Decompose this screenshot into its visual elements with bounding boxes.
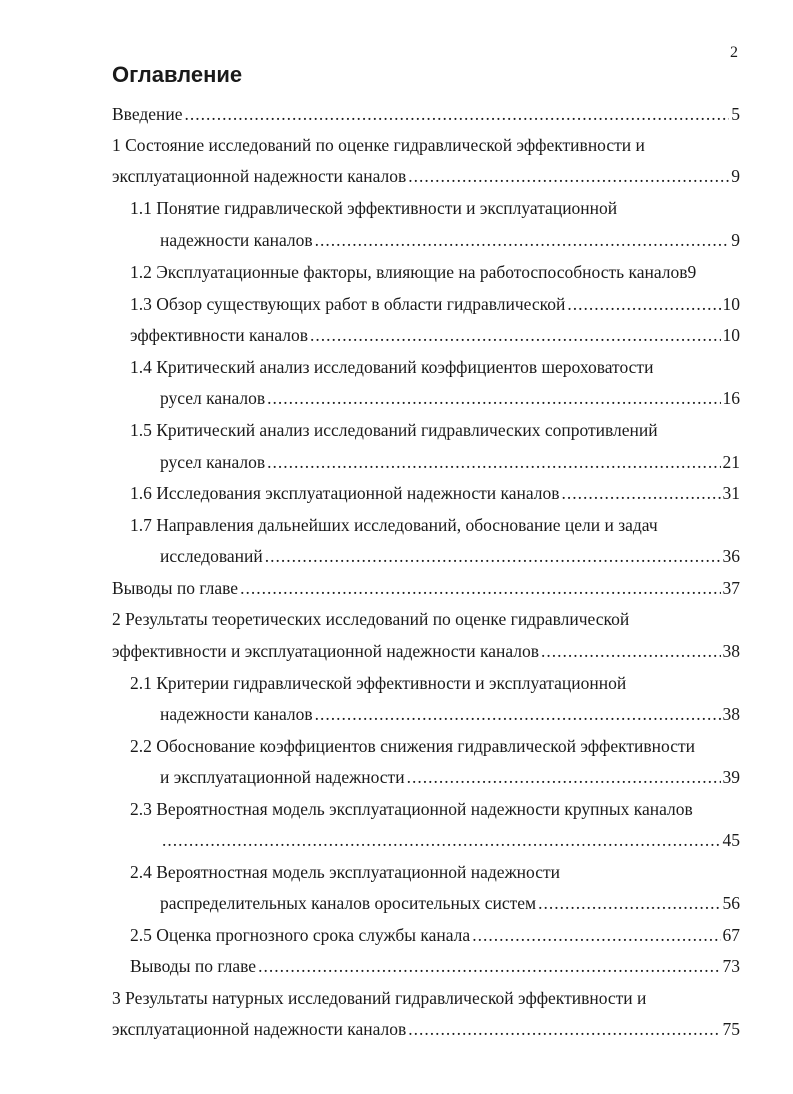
toc-leader-dots — [567, 292, 720, 316]
toc-entry-page: 45 — [722, 830, 740, 850]
toc-leader-dots — [258, 954, 720, 978]
toc-leader-dots — [267, 386, 720, 410]
toc-entry-label: 2.2 Обоснование коэффициентов снижения гидравлической эффективности — [130, 736, 696, 756]
toc-entry-1-5[interactable] — [160, 450, 740, 474]
toc-entry-label: эксплуатационной надежности каналов — [112, 1019, 407, 1039]
toc-entry-1-3-continued[interactable] — [130, 323, 740, 347]
toc-entry-page: 9 — [731, 166, 740, 186]
toc-leader-dots — [562, 481, 721, 505]
toc-entry-label: 3 Результаты натурных исследований гидравлической эффективности и — [112, 988, 647, 1008]
toc-entry-page: 5 — [731, 104, 740, 124]
toc-entry-label: исследований — [160, 546, 263, 566]
toc-leader-dots — [408, 1017, 720, 1041]
toc-entry-page: 38 — [722, 641, 740, 661]
toc-entry-label: 2.4 Вероятностная модель эксплуатационной надежности — [130, 862, 560, 882]
toc-entry-1-1[interactable] — [160, 228, 740, 252]
toc-entry-1-4[interactable] — [160, 386, 740, 410]
toc-entry-label: 1.4 Критический анализ исследований коэффициентов шероховатости — [130, 357, 654, 377]
toc-leader-dots — [162, 828, 721, 852]
toc-entry-label: 1.1 Понятие гидравлической эффективности и эксплуатационной — [130, 198, 618, 218]
toc-entry-chapter-1-line-1[interactable] — [112, 133, 645, 157]
toc-entry-label: надежности каналов — [160, 704, 313, 724]
toc-entry-label: распределительных каналов оросительных систем — [160, 893, 537, 913]
toc-entry-label: 2.1 Критерии гидравлической эффективности и эксплуатационной — [130, 673, 627, 693]
toc-entry-page: 39 — [722, 767, 740, 787]
toc-entry-page: 31 — [722, 483, 740, 503]
toc-entry-2-2-line-1[interactable] — [130, 734, 695, 758]
toc-entry-page: 75 — [722, 1019, 740, 1039]
toc-entry-label: надежности каналов — [160, 230, 313, 250]
page-number: 2 — [730, 44, 738, 61]
toc-entry-page: 16 — [722, 388, 740, 408]
toc-entry-label: и эксплуатационной надежности — [160, 767, 405, 787]
toc-entry-page: 9 — [687, 262, 697, 282]
toc-entry-1-2[interactable] — [130, 260, 740, 284]
toc-entry-label: 2.3 Вероятностная модель эксплуатационной надежности крупных каналов — [130, 799, 693, 819]
toc-entry-label: 1 Состояние исследований по оценке гидравлической эффективности и — [112, 135, 645, 155]
toc-entry-1-3[interactable] — [130, 292, 740, 316]
toc-entry-page: 36 — [722, 546, 740, 566]
toc-leader-dots — [265, 544, 721, 568]
toc-entry-chapter-3-line-1[interactable] — [112, 986, 646, 1010]
toc-entry-1-7-line-1[interactable] — [130, 513, 658, 537]
toc-entry-2-1[interactable] — [160, 702, 740, 726]
toc-title: Оглавление — [112, 62, 243, 87]
toc-leader-dots — [541, 639, 721, 663]
toc-entry-label: 1.5 Критический анализ исследований гидравлических сопротивлений — [130, 420, 658, 440]
toc-entry-page: 67 — [722, 925, 740, 945]
toc-entry-chapter-2-line-1[interactable] — [112, 607, 629, 631]
toc-entry-page: 37 — [722, 578, 740, 598]
toc-entry-label: Введение — [112, 104, 183, 124]
toc-entry-2-2[interactable] — [160, 765, 740, 789]
toc-entry-2-4[interactable] — [160, 891, 740, 915]
toc-entry-1-6[interactable] — [130, 481, 740, 505]
toc-entry-2-3-line-1[interactable] — [130, 797, 693, 821]
toc-leader-dots — [472, 923, 720, 947]
toc-entry-label: 2 Результаты теоретических исследований по оценке гидравлической — [112, 609, 630, 629]
toc-leader-dots — [240, 576, 720, 600]
toc-entry-label: 1.2 Эксплуатационные факторы, влияющие на работоспособность каналов — [130, 262, 688, 282]
toc-entry-2-4-line-1[interactable] — [130, 860, 560, 884]
toc-leader-dots — [538, 891, 720, 915]
toc-entry-label: Выводы по главе — [130, 956, 257, 976]
toc-entry-2-1-line-1[interactable] — [130, 671, 626, 695]
toc-entry-page: 38 — [722, 704, 740, 724]
toc-entry-chapter-2-conclusions[interactable] — [130, 954, 740, 978]
toc-entry-1-4-line-1[interactable] — [130, 355, 653, 379]
toc-leader-dots — [310, 323, 720, 347]
toc-entry-chapter-1-conclusions[interactable] — [112, 576, 740, 600]
toc-entry-2-3[interactable] — [160, 828, 740, 852]
toc-entry-label: 1.6 Исследования эксплуатационной надежности каналов — [130, 483, 560, 503]
toc-entry-1-5-line-1[interactable] — [130, 418, 658, 442]
toc-entry-label: русел каналов — [160, 388, 266, 408]
toc-entry-label: эффективности и эксплуатационной надежности каналов — [112, 641, 539, 661]
toc-entry-label: русел каналов — [160, 452, 266, 472]
toc-leader-dots — [315, 702, 721, 726]
toc-leader-dots — [407, 765, 721, 789]
toc-entry-page: 9 — [731, 230, 740, 250]
toc-entry-page: 21 — [722, 452, 740, 472]
toc-entry-label: 1.7 Направления дальнейших исследований, обоснование цели и задач — [130, 515, 658, 535]
toc-leader-dots — [267, 450, 720, 474]
toc-entry-chapter-2[interactable] — [112, 639, 740, 663]
toc-leader-dots — [408, 164, 729, 188]
toc-entry-page: 10 — [722, 325, 740, 345]
toc-entry-introduction[interactable] — [112, 102, 740, 126]
toc-entry-page: 73 — [722, 956, 740, 976]
toc-entry-page: 10 — [722, 294, 740, 314]
toc-leader-dots — [185, 102, 730, 126]
toc-entry-page: 56 — [722, 893, 740, 913]
toc-entry-label: 1.3 Обзор существующих работ в области гидравлической — [130, 294, 566, 314]
toc-entry-chapter-1[interactable] — [112, 164, 740, 188]
toc-entry-2-5[interactable] — [130, 923, 740, 947]
toc-entry-label: эксплуатационной надежности каналов — [112, 166, 407, 186]
toc-leader-dots — [315, 228, 730, 252]
toc-entry-label: 2.5 Оценка прогнозного срока службы канала — [130, 925, 471, 945]
toc-entry-chapter-3[interactable] — [112, 1017, 740, 1041]
toc-entry-1-1-line-1[interactable] — [130, 196, 617, 220]
toc-entry-label: Выводы по главе — [112, 578, 239, 598]
toc-entry-1-7[interactable] — [160, 544, 740, 568]
toc-entry-label: эффективности каналов — [130, 325, 309, 345]
